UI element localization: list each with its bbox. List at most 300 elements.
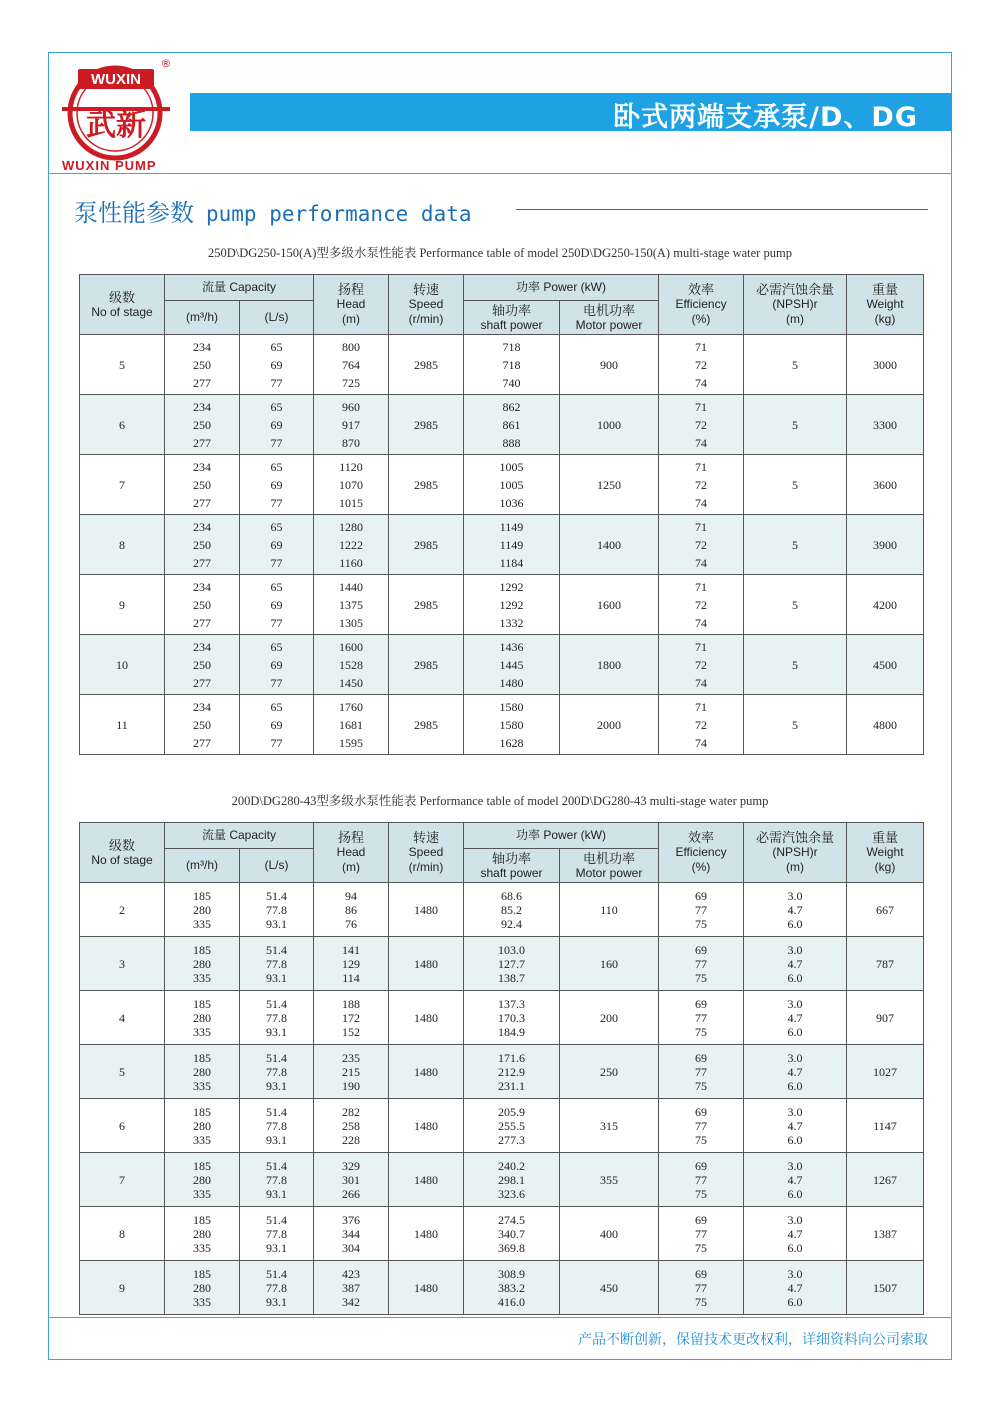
cell-shaft-value: 888 — [502, 435, 521, 450]
cell-m3h-value: 234 — [193, 399, 211, 414]
header-npsh-line: (m) — [786, 312, 805, 326]
cell-eff — [659, 515, 744, 575]
cell-shaft-value: 255.5 — [498, 1118, 525, 1133]
cell-motor: 160 — [560, 937, 659, 991]
cell-head-value: 1305 — [339, 615, 363, 630]
header-motor-power-line: Motor power — [575, 317, 643, 332]
cell-head-value: 141 — [342, 942, 360, 957]
cell-m3h-value: 277 — [193, 735, 211, 750]
header-head-line: Head — [336, 297, 366, 311]
cell-ls-value: 93.1 — [266, 1294, 287, 1309]
cell-shaft — [464, 1099, 560, 1153]
header-speed-line: Speed — [408, 845, 444, 859]
cell-shaft-value: 240.2 — [498, 1158, 525, 1173]
cell-m3h — [165, 635, 240, 695]
header-efficiency-line: 效率 — [688, 830, 715, 845]
cell-m3h — [165, 1045, 240, 1099]
cell-shaft-value: 1436 — [499, 639, 524, 654]
cell-npsh-value: 5 — [792, 357, 799, 372]
cell-head-value: 423 — [342, 1266, 360, 1281]
cell-shaft-value: 170.3 — [498, 1010, 525, 1025]
cell-m3h-value: 277 — [193, 435, 211, 450]
cell-shaft-value: 1005 — [499, 477, 524, 492]
cell-ls-value: 77 — [270, 435, 283, 450]
cell-shaft — [464, 937, 560, 991]
cell-weight: 1147 — [847, 1099, 924, 1153]
cell-eff — [659, 1261, 744, 1315]
cell-m3h — [165, 1099, 240, 1153]
cell-eff-value: 77 — [695, 1172, 708, 1187]
cell-eff-value: 77 — [695, 902, 708, 917]
table-row — [80, 1099, 924, 1153]
cell-stage: 3 — [80, 937, 165, 991]
cell-eff-value: 71 — [695, 579, 708, 594]
performance-table-1 — [79, 274, 924, 755]
cell-shaft — [464, 455, 560, 515]
cell-m3h — [165, 335, 240, 395]
cell-ls-value: 51.4 — [266, 1104, 287, 1119]
cell-ls-value: 69 — [270, 717, 283, 732]
cell-m3h-value: 280 — [193, 1226, 211, 1241]
cell-m3h-value: 280 — [193, 956, 211, 971]
cell-ls-value: 77 — [270, 495, 283, 510]
cell-eff-value: 74 — [695, 555, 708, 570]
cell-ls-value: 93.1 — [266, 1132, 287, 1147]
header-speed — [389, 275, 464, 335]
cell-ls — [240, 635, 314, 695]
cell-eff-value: 77 — [695, 1118, 708, 1133]
cell-motor: 250 — [560, 1045, 659, 1099]
cell-npsh — [744, 1153, 847, 1207]
cell-head — [314, 395, 389, 455]
cell-head — [314, 1099, 389, 1153]
header-stage-line: No of stage — [91, 852, 153, 867]
header-weight-line: Weight — [866, 297, 904, 311]
header-speed — [389, 823, 464, 883]
cell-eff-value: 72 — [695, 717, 708, 732]
cell-shaft-value: 277.3 — [498, 1132, 525, 1147]
cell-m3h-value: 277 — [193, 375, 211, 390]
cell-motor: 900 — [560, 335, 659, 395]
header-speed-line: 转速 — [412, 830, 439, 845]
cell-npsh-value: 3.0 — [787, 1212, 803, 1227]
cell-npsh — [744, 1099, 847, 1153]
cell-m3h-value: 335 — [193, 1024, 211, 1039]
cell-eff-value: 69 — [695, 942, 708, 957]
cell-ls-value: 77 — [270, 375, 283, 390]
cell-m3h — [165, 575, 240, 635]
cell-m3h — [165, 695, 240, 755]
cell-eff — [659, 1045, 744, 1099]
header-weight-line: (kg) — [874, 860, 896, 874]
cell-head-value: 1760 — [339, 699, 363, 714]
cell-m3h-value: 280 — [193, 1280, 211, 1295]
cell-speed: 1480 — [389, 1099, 464, 1153]
cell-shaft — [464, 1261, 560, 1315]
cell-speed: 2985 — [389, 695, 464, 755]
cell-npsh-value: 4.7 — [787, 1064, 803, 1079]
cell-ls-value: 93.1 — [266, 1186, 287, 1201]
cell-npsh-value: 6.0 — [787, 970, 803, 985]
cell-shaft-value: 92.4 — [501, 916, 522, 931]
cell-npsh-value: 5 — [792, 657, 799, 672]
cell-eff — [659, 1099, 744, 1153]
header-efficiency — [659, 275, 744, 335]
cell-shaft-value: 274.5 — [498, 1212, 525, 1227]
cell-shaft — [464, 515, 560, 575]
cell-stage: 10 — [80, 635, 165, 695]
cell-shaft-value: 184.9 — [498, 1024, 525, 1039]
cell-npsh — [744, 1261, 847, 1315]
cell-ls-value: 51.4 — [266, 1212, 287, 1227]
cell-npsh-value: 5 — [792, 417, 799, 432]
cell-shaft — [464, 991, 560, 1045]
header-shaft-power-line: 轴功率 — [491, 302, 531, 318]
cell-m3h-value: 250 — [193, 477, 211, 492]
cell-npsh — [744, 695, 847, 755]
cell-ls-value: 51.4 — [266, 1158, 287, 1173]
header-npsh-line: (NPSH)r — [772, 297, 818, 311]
cell-head-value: 301 — [342, 1172, 360, 1187]
cell-head — [314, 1045, 389, 1099]
header-speed-line: (r/min) — [408, 860, 444, 874]
cell-ls-value: 51.4 — [266, 996, 287, 1011]
cell-eff-value: 77 — [695, 956, 708, 971]
cell-head — [314, 1207, 389, 1261]
cell-ls-value: 93.1 — [266, 916, 287, 931]
cell-shaft-value: 308.9 — [498, 1266, 525, 1281]
cell-head-value: 329 — [342, 1158, 360, 1173]
header-weight-line: Weight — [866, 845, 904, 859]
cell-eff-value: 75 — [695, 970, 708, 985]
cell-npsh-value: 6.0 — [787, 1132, 803, 1147]
table-row — [80, 1045, 924, 1099]
cell-motor: 110 — [560, 883, 659, 937]
table-row — [80, 635, 924, 695]
cell-stage: 8 — [80, 1207, 165, 1261]
cell-head-value: 1595 — [339, 735, 363, 750]
cell-ls-value: 69 — [270, 477, 283, 492]
cell-eff-value: 77 — [695, 1010, 708, 1025]
cell-m3h-value: 280 — [193, 902, 211, 917]
cell-m3h-value: 335 — [193, 1186, 211, 1201]
cell-npsh — [744, 1045, 847, 1099]
cell-eff-value: 69 — [695, 1212, 708, 1227]
cell-motor: 200 — [560, 991, 659, 1045]
header-npsh-line: 必需汽蚀余量 — [756, 282, 835, 297]
cell-shaft-value: 1580 — [499, 699, 524, 714]
cell-ls-value: 93.1 — [266, 1240, 287, 1255]
cell-npsh — [744, 455, 847, 515]
cell-stage: 6 — [80, 395, 165, 455]
cell-motor: 1000 — [560, 395, 659, 455]
cell-stage: 5 — [80, 335, 165, 395]
cell-eff-value: 74 — [695, 375, 708, 390]
cell-npsh — [744, 991, 847, 1045]
cell-weight: 3000 — [847, 335, 924, 395]
cell-npsh-value: 4.7 — [787, 1118, 803, 1133]
table-row — [80, 1153, 924, 1207]
cell-eff-value: 71 — [695, 339, 708, 354]
cell-ls — [240, 1261, 314, 1315]
header-shaft-power-line: shaft power — [480, 865, 543, 880]
cell-ls — [240, 575, 314, 635]
table-row — [80, 695, 924, 755]
cell-shaft-value: 231.1 — [498, 1078, 525, 1093]
cell-npsh-value: 3.0 — [787, 996, 803, 1011]
cell-eff — [659, 991, 744, 1045]
cell-head-value: 282 — [342, 1104, 360, 1119]
cell-stage: 11 — [80, 695, 165, 755]
header-weight-line: (kg) — [874, 312, 896, 326]
cell-speed: 1480 — [389, 1153, 464, 1207]
header-weight-line: 重量 — [872, 830, 899, 845]
cell-eff-value: 77 — [695, 1226, 708, 1241]
table-row — [80, 335, 924, 395]
cell-npsh-value: 6.0 — [787, 1240, 803, 1255]
cell-head-value: 114 — [342, 970, 360, 985]
table-row — [80, 515, 924, 575]
footer-note: 产品不断创新，保留技术更改权利，详细资料向公司索取 — [578, 1332, 928, 1348]
cell-shaft — [464, 695, 560, 755]
cell-stage: 9 — [80, 575, 165, 635]
cell-shaft-value: 171.6 — [498, 1050, 525, 1065]
cell-eff-value: 72 — [695, 477, 708, 492]
cell-npsh-value: 3.0 — [787, 1050, 803, 1065]
page-title: 卧式两端支承泵/D、DG — [613, 102, 918, 133]
cell-npsh-value: 3.0 — [787, 1158, 803, 1173]
cell-head-value: 1681 — [339, 717, 363, 732]
cell-head — [314, 515, 389, 575]
cell-motor: 1250 — [560, 455, 659, 515]
table-row — [80, 991, 924, 1045]
cell-npsh-value: 5 — [792, 537, 799, 552]
cell-m3h-value: 250 — [193, 597, 211, 612]
cell-ls-value: 77.8 — [266, 1118, 287, 1133]
cell-weight: 4200 — [847, 575, 924, 635]
cell-shaft-value: 1292 — [499, 579, 524, 594]
cell-npsh-value: 3.0 — [787, 888, 803, 903]
cell-m3h-value: 280 — [193, 1064, 211, 1079]
header-efficiency-line: (%) — [691, 860, 711, 874]
header-stage-line: 级数 — [108, 837, 135, 853]
cell-m3h — [165, 991, 240, 1045]
cell-ls — [240, 1045, 314, 1099]
header-npsh-line: (m) — [786, 860, 805, 874]
cell-m3h-value: 185 — [193, 1266, 211, 1281]
cell-eff-value: 71 — [695, 519, 708, 534]
cell-npsh — [744, 937, 847, 991]
cell-head-value: 387 — [342, 1280, 360, 1295]
cell-speed: 1480 — [389, 991, 464, 1045]
section-title — [74, 193, 472, 228]
cell-npsh-value: 6.0 — [787, 1186, 803, 1201]
cell-shaft-value: 205.9 — [498, 1104, 525, 1119]
cell-npsh-value: 6.0 — [787, 1024, 803, 1039]
cell-ls — [240, 455, 314, 515]
cell-weight: 667 — [847, 883, 924, 937]
cell-head-value: 764 — [342, 357, 360, 372]
cell-speed: 2985 — [389, 395, 464, 455]
cell-eff — [659, 635, 744, 695]
header-head-line: (m) — [342, 312, 360, 326]
cell-motor: 355 — [560, 1153, 659, 1207]
cell-eff-value: 72 — [695, 597, 708, 612]
cell-speed: 2985 — [389, 455, 464, 515]
cell-head-value: 94 — [345, 888, 357, 903]
cell-eff-value: 72 — [695, 417, 708, 432]
cell-m3h — [165, 937, 240, 991]
cell-shaft-value: 1332 — [499, 615, 524, 630]
cell-speed: 1480 — [389, 883, 464, 937]
cell-shaft-value: 68.6 — [501, 888, 522, 903]
cell-ls-value: 77.8 — [266, 902, 287, 917]
cell-ls-value: 69 — [270, 537, 283, 552]
cell-m3h-value: 234 — [193, 699, 211, 714]
cell-motor: 450 — [560, 1261, 659, 1315]
cell-npsh-value: 5 — [792, 477, 799, 492]
header-cap-ls: (L/s) — [240, 301, 314, 335]
cell-shaft-value: 718 — [502, 357, 521, 372]
cell-head-value: 258 — [342, 1118, 360, 1133]
cell-speed: 1480 — [389, 1045, 464, 1099]
header-stage-line: 级数 — [108, 289, 135, 305]
cell-shaft — [464, 635, 560, 695]
cell-npsh-value: 6.0 — [787, 916, 803, 931]
cell-m3h-value: 277 — [193, 675, 211, 690]
cell-ls — [240, 515, 314, 575]
cell-npsh — [744, 515, 847, 575]
cell-eff-value: 69 — [695, 1104, 708, 1119]
cell-shaft-value: 138.7 — [498, 970, 525, 985]
cell-shaft-value: 861 — [502, 417, 521, 432]
cell-npsh-value: 6.0 — [787, 1294, 803, 1309]
cell-head-value: 129 — [342, 956, 360, 971]
performance-table-2 — [79, 822, 924, 1315]
cell-eff-value: 77 — [695, 1064, 708, 1079]
cell-stage: 7 — [80, 455, 165, 515]
header-stage-line: No of stage — [91, 304, 153, 319]
cell-motor: 315 — [560, 1099, 659, 1153]
cell-weight: 3600 — [847, 455, 924, 515]
cell-weight: 1267 — [847, 1153, 924, 1207]
cell-head-value: 376 — [342, 1212, 360, 1227]
header-cap-m3h: (m³/h) — [165, 301, 240, 335]
cell-shaft — [464, 1153, 560, 1207]
cell-head-value: 1222 — [339, 537, 363, 552]
cell-eff — [659, 695, 744, 755]
cell-npsh-value: 5 — [792, 717, 799, 732]
cell-shaft-value: 416.0 — [498, 1294, 525, 1309]
cell-head-value: 800 — [342, 339, 360, 354]
cell-motor: 1400 — [560, 515, 659, 575]
cell-head — [314, 1261, 389, 1315]
header-head — [314, 823, 389, 883]
header-speed-line: Speed — [408, 297, 444, 311]
cell-eff — [659, 1153, 744, 1207]
cell-ls-value: 65 — [270, 339, 283, 354]
cell-head-value: 344 — [342, 1226, 360, 1241]
cell-npsh — [744, 635, 847, 695]
cell-stage: 5 — [80, 1045, 165, 1099]
cell-stage: 6 — [80, 1099, 165, 1153]
cell-npsh — [744, 883, 847, 937]
cell-shaft-value: 1445 — [499, 657, 524, 672]
header-head — [314, 275, 389, 335]
header-shaft-power-line: 轴功率 — [491, 850, 531, 866]
cell-npsh-value: 3.0 — [787, 1104, 803, 1119]
cell-ls — [240, 991, 314, 1045]
cell-eff-value: 75 — [695, 1240, 708, 1255]
cell-eff-value: 74 — [695, 495, 708, 510]
cell-npsh-value: 4.7 — [787, 1010, 803, 1025]
cell-eff-value: 69 — [695, 996, 708, 1011]
header-head-line: 扬程 — [337, 282, 364, 297]
cell-ls-value: 93.1 — [266, 1078, 287, 1093]
cell-ls-value: 77 — [270, 675, 283, 690]
cell-ls-value: 77.8 — [266, 1172, 287, 1187]
cell-shaft — [464, 335, 560, 395]
cell-m3h-value: 185 — [193, 888, 211, 903]
cell-speed: 1480 — [389, 1207, 464, 1261]
cell-eff — [659, 883, 744, 937]
cell-ls-value: 51.4 — [266, 942, 287, 957]
cell-eff-value: 75 — [695, 1294, 708, 1309]
header-capacity: 流量 Capacity — [165, 823, 314, 849]
cell-head-value: 1450 — [339, 675, 363, 690]
cell-eff-value: 71 — [695, 459, 708, 474]
footer-divider — [48, 1317, 952, 1318]
cell-shaft-value: 862 — [502, 399, 521, 414]
cell-eff-value: 74 — [695, 675, 708, 690]
cell-shaft — [464, 395, 560, 455]
cell-shaft-value: 1292 — [499, 597, 524, 612]
cell-m3h-value: 280 — [193, 1172, 211, 1187]
cell-m3h-value: 185 — [193, 942, 211, 957]
cell-stage: 7 — [80, 1153, 165, 1207]
cell-shaft-value: 340.7 — [498, 1226, 525, 1241]
cell-shaft-value: 369.8 — [498, 1240, 525, 1255]
header-divider — [48, 173, 952, 174]
cell-stage: 2 — [80, 883, 165, 937]
header-npsh-line: 必需汽蚀余量 — [756, 830, 835, 845]
header-weight-line: 重量 — [872, 282, 899, 297]
cell-head-value: 235 — [342, 1050, 360, 1065]
header-shaft-power-line: shaft power — [480, 317, 543, 332]
cell-ls-value: 51.4 — [266, 1266, 287, 1281]
cell-ls-value: 77 — [270, 555, 283, 570]
cell-eff-value: 77 — [695, 1280, 708, 1295]
header-shaft-power — [464, 301, 560, 335]
cell-m3h-value: 277 — [193, 495, 211, 510]
cell-npsh-value: 6.0 — [787, 1078, 803, 1093]
cell-head-value: 342 — [342, 1294, 360, 1309]
cell-shaft-value: 1149 — [499, 519, 524, 534]
cell-ls-value: 65 — [270, 579, 283, 594]
header-power: 功率 Power (kW) — [464, 823, 659, 849]
cell-head-value: 266 — [342, 1186, 360, 1201]
cell-m3h-value: 185 — [193, 1050, 211, 1065]
registered-mark: ® — [160, 57, 172, 70]
cell-head-value: 960 — [342, 399, 360, 414]
cell-head — [314, 991, 389, 1045]
cell-shaft-value: 718 — [502, 339, 521, 354]
cell-eff — [659, 455, 744, 515]
cell-shaft-value: 323.6 — [498, 1186, 525, 1201]
cell-npsh-value: 4.7 — [787, 956, 803, 971]
cell-motor: 1600 — [560, 575, 659, 635]
cell-ls-value: 65 — [270, 399, 283, 414]
